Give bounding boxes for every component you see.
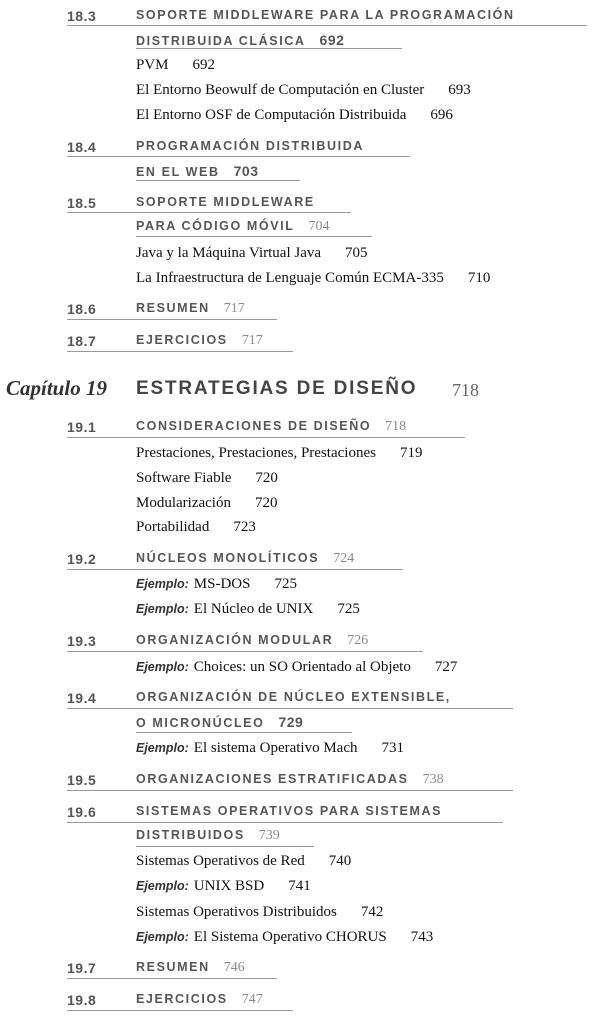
section-number: 19.6 (67, 804, 97, 820)
section-number: 18.6 (67, 301, 97, 317)
section-rule (67, 212, 351, 213)
section-title[interactable]: EJERCICIOS 717 (136, 333, 263, 348)
section-title[interactable]: ORGANIZACIÓN MODULAR 726 (136, 633, 369, 648)
section-number: 19.3 (67, 633, 97, 649)
section-page: 738 (422, 772, 444, 787)
section-rule (67, 156, 410, 157)
toc-entry[interactable]: Ejemplo: El Núcleo de UNIX 725 (136, 601, 360, 617)
section-page: 724 (333, 551, 355, 566)
section-page: 717 (223, 301, 245, 316)
section-page: 717 (241, 333, 263, 348)
section-page: 726 (347, 633, 369, 648)
toc-entry[interactable]: Portabilidad 723 (136, 519, 256, 535)
section-rule (67, 1010, 293, 1011)
section-title[interactable]: NÚCLEOS MONOLÍTICOS 724 (136, 551, 355, 566)
section-number: 18.4 (67, 139, 97, 155)
section-number: 19.4 (67, 690, 97, 706)
section-page: 703 (233, 163, 259, 179)
toc-entry[interactable]: Modularización 720 (136, 495, 278, 511)
section-title[interactable]: EJERCICIOS 747 (136, 992, 263, 1007)
example-label: Ejemplo: (136, 741, 189, 755)
section-rule (67, 708, 513, 709)
section-rule (67, 569, 403, 570)
toc-entry[interactable]: Ejemplo: El Sistema Operativo CHORUS 743 (136, 929, 434, 945)
section-title-line2[interactable]: PARA CÓDIGO MÓVIL 704 (136, 219, 330, 234)
example-label: Ejemplo: (136, 577, 189, 591)
section-rule (67, 978, 277, 979)
section-title-line1[interactable]: SOPORTE MIDDLEWARE PARA LA PROGRAMACIÓN (136, 8, 515, 22)
example-label: Ejemplo: (136, 602, 189, 616)
section-rule (136, 48, 402, 49)
section-rule (67, 651, 423, 652)
toc-entry[interactable]: Ejemplo: UNIX BSD 741 (136, 878, 311, 894)
section-title[interactable]: RESUMEN 717 (136, 301, 245, 316)
section-number: 19.5 (67, 772, 97, 788)
section-page: 739 (258, 828, 280, 843)
section-page: 746 (223, 960, 245, 975)
section-rule (136, 180, 300, 181)
section-page: 747 (241, 992, 263, 1007)
section-title[interactable]: CONSIDERACIONES DE DISEÑO 718 (136, 419, 407, 434)
section-rule (136, 236, 372, 237)
section-title-line2[interactable]: EN EL WEB 703 (136, 163, 259, 179)
section-title-line2[interactable]: O MICRONÚCLEO 729 (136, 714, 304, 730)
section-title-line2[interactable]: DISTRIBUIDA CLÁSICA 692 (136, 32, 345, 48)
section-page: 718 (385, 419, 407, 434)
section-title-line1[interactable]: SOPORTE MIDDLEWARE (136, 195, 315, 209)
toc-entry[interactable]: La Infraestructura de Lenguaje Común ECMA-335 710 (136, 270, 491, 286)
chapter-page: 718 (452, 380, 479, 400)
section-page: 704 (308, 219, 330, 234)
toc-entry[interactable]: Ejemplo: El sistema Operativo Mach 731 (136, 740, 405, 756)
toc-entry[interactable]: Java y la Máquina Virtual Java 705 (136, 245, 368, 261)
chapter-title: ESTRATEGIAS DE DISEÑO (136, 378, 418, 399)
section-number: 19.7 (67, 960, 97, 976)
section-title-line1[interactable]: ORGANIZACIÓN DE NÚCLEO EXTENSIBLE, (136, 690, 451, 704)
toc-entry[interactable]: Prestaciones, Prestaciones, Prestaciones 719 (136, 445, 423, 461)
toc-entry[interactable]: Software Fiable 720 (136, 470, 278, 486)
section-number: 19.8 (67, 992, 97, 1008)
section-number: 18.7 (67, 333, 97, 349)
chapter-label: Capítulo 19 (6, 376, 107, 400)
section-rule (67, 790, 513, 791)
section-number: 18.3 (67, 8, 97, 24)
toc-entry[interactable]: PVM 692 (136, 57, 216, 73)
section-title-line1[interactable]: SISTEMAS OPERATIVOS PARA SISTEMAS (136, 804, 443, 818)
section-rule (67, 822, 503, 823)
section-page: 692 (319, 32, 345, 48)
section-number: 19.2 (67, 551, 97, 567)
section-rule (136, 732, 352, 733)
toc-entry[interactable]: Sistemas Operativos de Red 740 (136, 853, 352, 869)
section-rule (67, 319, 277, 320)
section-title[interactable]: RESUMEN 746 (136, 960, 245, 975)
toc-entry[interactable]: Ejemplo: Choices: un SO Orientado al Objeto 727 (136, 659, 458, 675)
section-title-line2[interactable]: DISTRIBUIDOS 739 (136, 828, 280, 843)
example-label: Ejemplo: (136, 879, 189, 893)
section-title-line1[interactable]: PROGRAMACIÓN DISTRIBUIDA (136, 139, 364, 153)
section-number: 18.5 (67, 195, 97, 211)
section-rule (136, 846, 314, 847)
toc-entry[interactable]: Sistemas Operativos Distribuidos 742 (136, 904, 384, 920)
example-label: Ejemplo: (136, 930, 189, 944)
section-rule (67, 351, 293, 352)
example-label: Ejemplo: (136, 660, 189, 674)
section-rule (67, 25, 587, 26)
section-title[interactable]: ORGANIZACIONES ESTRATIFICADAS 738 (136, 772, 444, 787)
toc-entry[interactable]: El Entorno Beowulf de Computación en Cluster 693 (136, 82, 471, 98)
section-rule (67, 437, 465, 438)
section-number: 19.1 (67, 419, 97, 435)
toc-entry[interactable]: Ejemplo: MS-DOS 725 (136, 576, 297, 592)
toc-entry[interactable]: El Entorno OSF de Computación Distribuida 696 (136, 107, 453, 123)
section-page: 729 (278, 714, 304, 730)
